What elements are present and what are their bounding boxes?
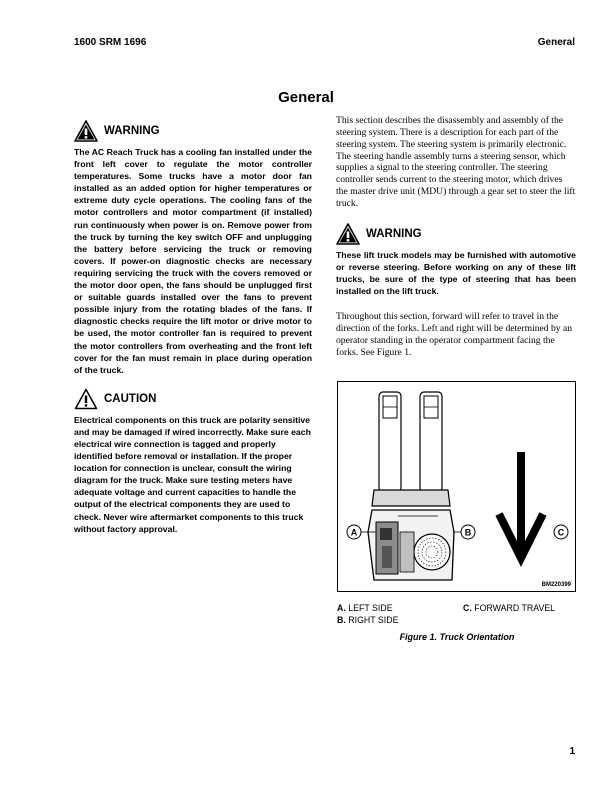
legend-letter-c: C. [463, 603, 472, 613]
forward-arrow-icon [499, 452, 543, 558]
truck-body [368, 510, 454, 580]
warning-text: The AC Reach Truck has a cooling fan installed under the front left cover to regulate the motor controller temperatures. Some trucks have a motor door fan installed as an added option for higher temperatures or extreme duty cycle operations. The cooling fans of the motor controllers and motor compartment (if installed) run continuously when power is on. Remove power from the truck by turning the key switch OFF and unplugging the battery before servicing the truck or removing covers. If power-on diagnostic checks are necessary requiring servicing the truck with the covers removed or the motor door open, the fans should be unplugged first or suitable guards installed over the fans to prevent possible injury from the rotating blades of the fans. If diagnostic checks require the lift motor or drive motor to be used, the motor controller fan is required to prevent the motor controllers from overheating and the front left cover for the fan must remain in place during operation of the truck. [74, 147, 312, 375]
callout-a-label: A [350, 527, 358, 538]
fork-right [420, 392, 442, 492]
page-title: General [278, 89, 334, 106]
figure-code: BM220399 [541, 582, 571, 588]
warning-label-2: WARNING [366, 227, 422, 240]
caution-label: CAUTION [104, 392, 157, 405]
caution-text: Electrical components on this truck are polarity sensitive and may be damaged if wired incorrectly. Make sure each electrical wire connection is tagged and properly identified before removal or installation. If the proper location for connection is unclear, consult the wiring diagram for the truck. Make sure testing meters have adequate voltage and current capacities to handle the output of the electrical components they are used to check. Never wire aftermarket components to this truck without factory approval. [74, 414, 311, 534]
warning-label: WARNING [104, 125, 160, 137]
legend-text-b: RIGHT SIDE [348, 614, 399, 625]
truck-illustration [338, 382, 575, 591]
legend-text-a: LEFT SIDE [348, 603, 393, 613]
warning-icon [336, 223, 360, 245]
legend-row [337, 603, 577, 615]
callout-b-label: B [464, 527, 472, 538]
orientation-paragraph: Throughout this section, forward will refer to travel in the direction of the forks. Left and right will be determined by an operator standing in the operator compartment facing the forks. See Figure 1. [336, 311, 573, 358]
figure-caption: Figure 1. Truck Orientation [399, 632, 515, 642]
header-section: General [537, 37, 575, 48]
warning-heading [74, 118, 312, 144]
legend-letter-b: B. [337, 614, 346, 625]
warning-icon [74, 120, 98, 142]
caution-heading [74, 386, 312, 412]
warning-text-2: These lift truck models may be furnished with automotive or reverse steering. Before working on any of these lift trucks, be sure of the type of steering that has been installed on the lift truck. [336, 249, 576, 297]
intro-paragraph: This section describes the disassembly and assembly of the steering system. There is a description for each part of the steering system. The steering system is primarily electronic. The steering handle assembly turns a steering sensor, which supplies a signal to the steering controller. The steering controller sends current to the steering motor, which drives the master drive unit (MDU) through a gear set to steer the lift truck. [336, 115, 576, 209]
fork-left [379, 392, 401, 492]
caution-icon [74, 388, 98, 410]
right-column [336, 115, 576, 359]
callout-c-label: C [557, 527, 565, 538]
legend-text-c: FORWARD TRAVEL [474, 603, 556, 613]
left-column [74, 118, 312, 535]
figure-legend [337, 603, 577, 626]
header-doc-id: 1600 SRM 1696 [74, 37, 147, 48]
truck-orientation-figure [337, 381, 576, 592]
legend-letter-a: A. [337, 603, 346, 613]
warning-heading-2 [336, 221, 576, 247]
page-number: 1 [569, 746, 575, 757]
legend-row [337, 615, 577, 627]
